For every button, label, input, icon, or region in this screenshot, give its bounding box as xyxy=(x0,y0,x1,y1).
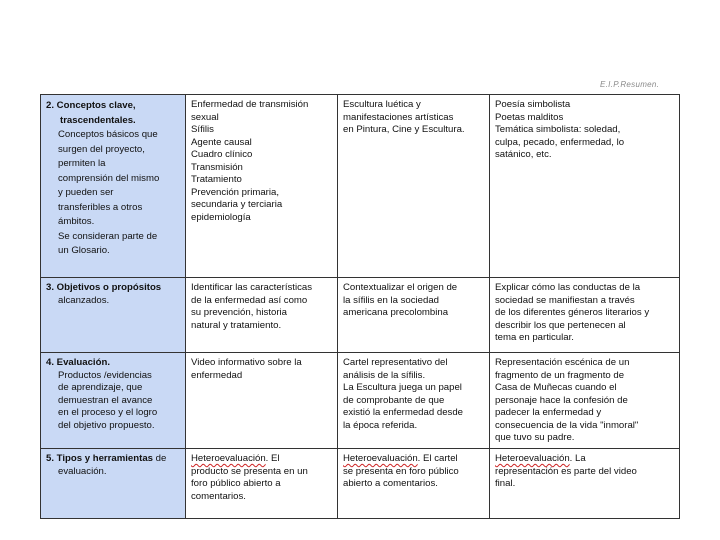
spellcheck-word: Heteroevaluación xyxy=(495,453,570,464)
table-cell xyxy=(338,449,490,519)
row-label-line: Se consideran parte de xyxy=(58,230,158,242)
cell-line: tema en particular. xyxy=(495,332,574,343)
summary-table xyxy=(40,94,680,519)
cell-line: en Pintura, Cine y Escultura. xyxy=(343,124,465,135)
cell-line: sexual xyxy=(191,111,219,123)
row-label-line: y pueden ser xyxy=(58,187,114,198)
cell-line: la época referida. xyxy=(343,419,418,431)
cell-line: de la enfermedad así como xyxy=(191,294,308,306)
cell-line: Cartel representativo del xyxy=(343,357,448,368)
cell-line: comentarios. xyxy=(191,490,246,502)
row-label-line: ámbitos. xyxy=(58,216,95,227)
cell-line xyxy=(495,453,675,466)
spellcheck-word: Heteroevaluación xyxy=(191,453,266,464)
cell-line: describir los que pertenecen al xyxy=(495,319,626,331)
cell-line xyxy=(343,453,485,466)
cell-line: representación es parte del video xyxy=(495,465,637,477)
cell-line: Escultura luética y xyxy=(343,99,421,110)
cell-line: culpa, pecado, enfermedad, lo xyxy=(495,136,625,148)
row-label-cell xyxy=(41,278,186,353)
table-cell xyxy=(490,278,680,353)
row-label-cell xyxy=(41,353,186,449)
cell-line: que tuvo su padre. xyxy=(495,432,575,443)
cell-line: Enfermedad de transmisión xyxy=(191,99,309,110)
cell-line: Casa de Muñecas cuando el xyxy=(495,382,617,393)
cell-line: consecuencia de la vida "inmoral" xyxy=(495,419,639,431)
table-cell xyxy=(186,278,338,353)
cell-line: Representación escénica de un xyxy=(495,357,630,368)
row-label-title: 4. Evaluación. xyxy=(46,357,110,368)
cell-line: foro público abierto a xyxy=(191,478,281,489)
cell-line: Contextualizar el origen de xyxy=(343,282,458,293)
cell-line: de comprobante de que xyxy=(343,394,445,406)
row-label-line: alcanzados. xyxy=(58,294,110,306)
row-label-line: del objetivo propuesto. xyxy=(58,419,155,431)
cell-line: natural y tratamiento. xyxy=(191,319,282,331)
row-label-line: Conceptos básicos que xyxy=(58,129,158,140)
cell-text: . El xyxy=(265,453,280,464)
row-label-line: permiten la xyxy=(58,158,106,169)
table-cell xyxy=(490,449,680,519)
cell-text: . La xyxy=(569,453,586,464)
cell-line: Cuadro clínico xyxy=(191,149,253,160)
table-cell xyxy=(490,95,680,278)
row-label-title: 2. Conceptos clave, xyxy=(46,100,136,111)
cell-line: enfermedad xyxy=(191,369,243,381)
row-label-line: evaluación. xyxy=(58,465,107,477)
cell-line: producto se presenta en un xyxy=(191,465,308,477)
header-note: E.I.P.Resumen. xyxy=(600,80,660,89)
cell-line: manifestaciones artísticas xyxy=(343,111,454,123)
cell-line: Video informativo sobre la xyxy=(191,357,302,368)
table-row xyxy=(41,278,680,353)
cell-line: Tratamiento xyxy=(191,174,242,185)
cell-text: . El cartel xyxy=(417,453,458,464)
cell-line xyxy=(191,453,333,466)
row-label-line: Productos /evidencias xyxy=(58,369,152,381)
row-label-line: un Glosario. xyxy=(58,245,110,256)
row-label-line: en el proceso y el logro xyxy=(58,407,158,418)
cell-line: satánico, etc. xyxy=(495,149,552,160)
cell-line: se presenta en foro público xyxy=(343,465,459,477)
cell-line: Sífilis xyxy=(191,124,214,135)
cell-line: Agente causal xyxy=(191,136,252,148)
table-row xyxy=(41,353,680,449)
table-cell xyxy=(338,95,490,278)
cell-line: epidemiología xyxy=(191,211,251,223)
row-label-title-line xyxy=(46,453,181,466)
table-cell xyxy=(186,449,338,519)
cell-line: Prevención primaria, xyxy=(191,186,279,198)
row-label-line: comprensión del mismo xyxy=(58,172,160,184)
cell-line: Temática simbolista: soledad, xyxy=(495,124,621,135)
cell-line: de los diferentes géneros literarios y xyxy=(495,307,650,318)
table-cell xyxy=(338,278,490,353)
cell-line: fragmento de un fragmento de xyxy=(495,369,625,381)
cell-line: la sífilis en la sociedad xyxy=(343,294,439,306)
table-cell xyxy=(186,353,338,449)
cell-line: Poesía simbolista xyxy=(495,99,571,110)
row-label-title: 5. Tipos y herramientas xyxy=(46,453,153,464)
spellcheck-word: Heteroevaluación xyxy=(343,453,418,464)
row-label-line: de aprendizaje, que xyxy=(58,382,143,393)
cell-line: su prevención, historia xyxy=(191,307,287,318)
cell-line: existió la enfermedad desde xyxy=(343,407,463,418)
row-label-line: trascendentales. xyxy=(60,114,136,126)
cell-line: secundaria y terciaria xyxy=(191,199,283,210)
cell-line: personaje hace la confesión de xyxy=(495,394,628,406)
row-label-cell xyxy=(41,449,186,519)
cell-line: abierto a comentarios. xyxy=(343,478,438,489)
row-label-line: demuestran el avance xyxy=(58,394,153,406)
cell-line: Poetas malditos xyxy=(495,111,564,123)
row-label-title-rest: de xyxy=(155,453,167,464)
row-label-cell xyxy=(41,95,186,278)
cell-line: final. xyxy=(495,478,516,489)
table-row xyxy=(41,95,680,278)
cell-line: americana precolombina xyxy=(343,307,449,318)
cell-line: sociedad se manifiestan a través xyxy=(495,294,635,306)
table-cell xyxy=(338,353,490,449)
cell-line: análisis de la sífilis. xyxy=(343,369,426,381)
row-label-title: 3. Objetivos o propósitos xyxy=(46,282,162,293)
cell-line: La Escultura juega un papel xyxy=(343,382,462,393)
cell-line: padecer la enfermedad y xyxy=(495,407,602,418)
cell-line: Explicar cómo las conductas de la xyxy=(495,282,641,293)
table-row xyxy=(41,449,680,519)
table-cell xyxy=(186,95,338,278)
row-label-line: transferibles a otros xyxy=(58,201,143,213)
row-label-line: surgen del proyecto, xyxy=(58,143,145,155)
table-cell xyxy=(490,353,680,449)
cell-line: Identificar las características xyxy=(191,282,313,293)
cell-line: Transmisión xyxy=(191,161,243,173)
